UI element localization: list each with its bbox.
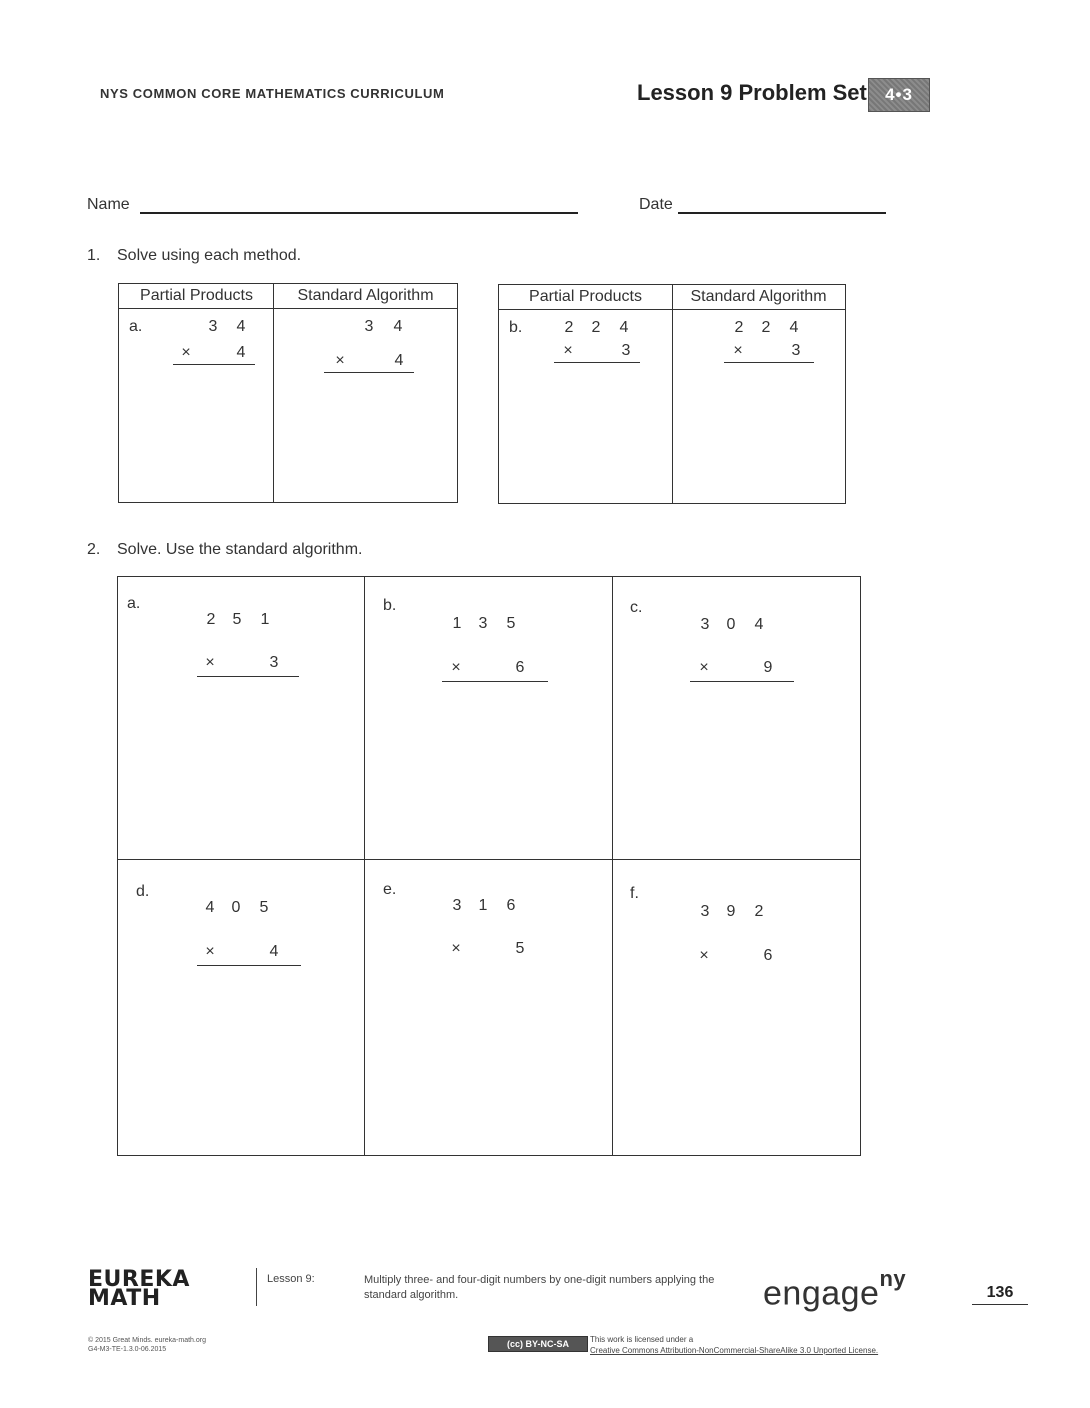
problem-2f-letter: f. xyxy=(630,885,639,902)
date-label: Date xyxy=(639,196,673,213)
answer-rule xyxy=(197,676,299,677)
multiplier: × 9 xyxy=(699,659,773,676)
multiplicand: 2 2 4 xyxy=(734,319,799,336)
column-divider xyxy=(672,285,673,503)
multiplicand: 3 4 xyxy=(364,318,403,335)
problem-2d-letter: d. xyxy=(136,883,150,900)
name-label: Name xyxy=(87,196,130,213)
multiplier: × 4 xyxy=(205,943,279,960)
problem-2-number: 2. xyxy=(87,541,101,558)
multiplier: × 6 xyxy=(451,659,525,676)
eureka-math-logo: EUREKA MATH xyxy=(88,1267,190,1311)
date-field[interactable] xyxy=(678,212,886,214)
footer-divider xyxy=(256,1268,257,1306)
curriculum-title: NYS COMMON CORE MATHEMATICS CURRICULUM xyxy=(100,86,445,101)
column-divider xyxy=(273,284,274,502)
grade-module-badge: 4•3 xyxy=(868,78,930,112)
problem-1b-letter: b. xyxy=(509,319,523,336)
problem-2e-letter: e. xyxy=(383,881,397,898)
partial-products-header: Partial Products xyxy=(499,285,672,310)
standard-algorithm-header: Standard Algorithm xyxy=(274,284,457,309)
partial-products-header: Partial Products xyxy=(119,284,274,309)
grid-divider xyxy=(612,577,613,1155)
problem-2a-letter: a. xyxy=(127,595,141,612)
engageny-logo: engage$^{ny}$ xyxy=(763,1266,907,1313)
multiplier: × 3 xyxy=(563,342,631,359)
multiplier: × 3 xyxy=(733,342,801,359)
multiplicand: 3 9 2 xyxy=(700,903,764,920)
license-link[interactable]: Creative Commons Attribution-NonCommercial-ShareAlike 3.0 Unported License. xyxy=(590,1346,879,1355)
creative-commons-badge: (cc) BY-NC-SA xyxy=(488,1336,588,1352)
problem-2-grid xyxy=(117,576,861,1156)
multiplicand: 1 3 5 xyxy=(452,615,516,632)
multiplier: × 5 xyxy=(451,940,525,957)
answer-rule xyxy=(724,362,814,363)
multiplier: × 4 xyxy=(335,352,404,369)
problem-2c-letter: c. xyxy=(630,599,643,616)
license-notice: This work is licensed under a Creative Commons Attribution-NonCommercial-ShareAlike 3.0 Unported License. xyxy=(590,1335,879,1355)
multiplier: × 3 xyxy=(205,654,279,671)
problem-1-prompt: Solve using each method. xyxy=(117,247,302,264)
answer-rule xyxy=(690,681,794,682)
answer-rule xyxy=(554,362,640,363)
multiplier: × 6 xyxy=(699,947,773,964)
answer-rule xyxy=(442,681,548,682)
standard-algorithm-header: Standard Algorithm xyxy=(672,285,845,310)
multiplicand: 4 0 5 xyxy=(205,899,269,916)
grid-divider xyxy=(364,577,365,1155)
problem-1-number: 1. xyxy=(87,247,101,264)
problem-1a-table xyxy=(118,283,458,503)
answer-rule xyxy=(324,372,414,373)
footer-lesson-description: Multiply three- and four-digit numbers by one-digit numbers applying the standard algorithm. xyxy=(364,1274,715,1301)
problem-1b-table xyxy=(498,284,846,504)
page-number: 136 xyxy=(972,1284,1028,1305)
footer-lesson-label: Lesson 9: xyxy=(267,1273,315,1285)
multiplicand: 3 0 4 xyxy=(700,616,764,633)
problem-1a-letter: a. xyxy=(129,318,143,335)
name-field[interactable] xyxy=(140,212,578,214)
copyright-notice: © 2015 Great Minds. eureka-math.org G4-M3-TE-1.3.0-06.2015 xyxy=(88,1337,206,1353)
grid-divider xyxy=(118,859,860,860)
answer-rule xyxy=(173,364,255,365)
multiplier: × 4 xyxy=(181,344,246,361)
multiplicand: 2 5 1 xyxy=(206,611,270,628)
answer-rule xyxy=(197,965,301,966)
problem-2-prompt: Solve. Use the standard algorithm. xyxy=(117,541,363,558)
multiplicand: 3 4 xyxy=(208,318,246,335)
multiplicand: 3 1 6 xyxy=(452,897,516,914)
problem-2b-letter: b. xyxy=(383,597,397,614)
multiplicand: 2 2 4 xyxy=(564,319,629,336)
lesson-title: Lesson 9 Problem Set xyxy=(637,80,867,105)
